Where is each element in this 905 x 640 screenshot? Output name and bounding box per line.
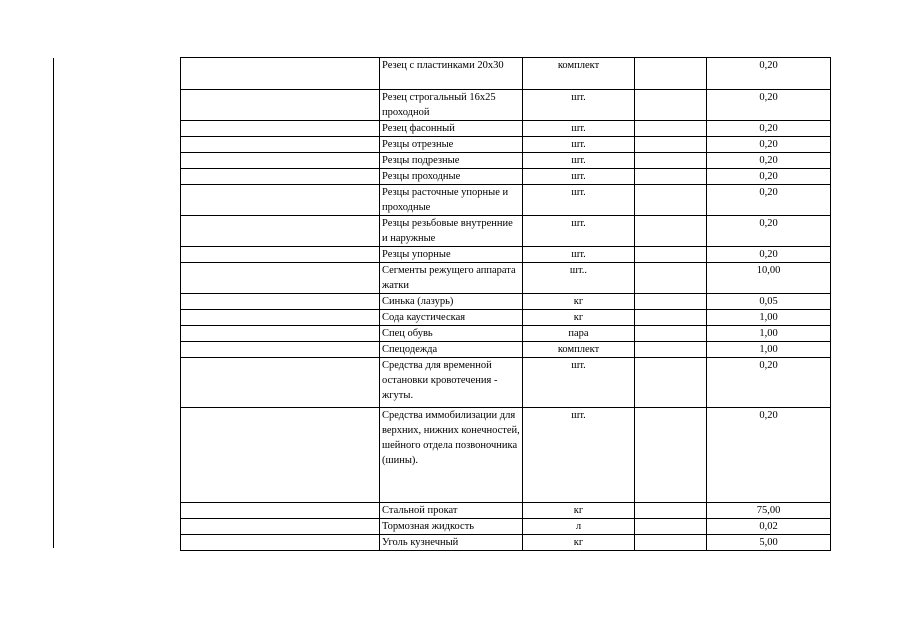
item-name-cell: Средства иммобилизации для верхних, нижних конечностей, шейного отдела позвоночника (шины). [380,408,523,503]
quantity-cell: 0,20 [707,153,831,169]
blank-cell [635,326,707,342]
quantity-cell: 0,02 [707,519,831,535]
blank-cell [635,247,707,263]
blank-cell [181,519,380,535]
table-row [181,185,831,216]
unit-cell: шт. [523,121,635,137]
item-name-cell: Спецодежда [380,342,523,358]
blank-cell [635,169,707,185]
table-row [181,247,831,263]
item-name-cell: Уголь кузнечный [380,535,523,551]
unit-cell: комплект [523,58,635,90]
unit-cell: кг [523,294,635,310]
blank-cell [635,153,707,169]
unit-cell: шт. [523,216,635,247]
quantity-cell: 0,20 [707,137,831,153]
blank-cell [181,185,380,216]
quantity-cell: 5,00 [707,535,831,551]
item-name-cell: Резцы расточные упорные и проходные [380,185,523,216]
table-row [181,58,831,90]
quantity-cell: 10,00 [707,263,831,294]
item-name-cell: Резцы подрезные [380,153,523,169]
unit-cell: шт. [523,153,635,169]
blank-cell [635,342,707,358]
unit-cell: кг [523,503,635,519]
table-row [181,216,831,247]
blank-cell [181,121,380,137]
blank-cell [635,535,707,551]
quantity-cell: 75,00 [707,503,831,519]
table-body [181,58,831,551]
quantity-cell: 0,20 [707,216,831,247]
unit-cell: шт. [523,137,635,153]
unit-cell: шт. [523,169,635,185]
table-row [181,121,831,137]
blank-cell [635,58,707,90]
quantity-cell: 0,20 [707,185,831,216]
unit-cell: шт. [523,90,635,121]
unit-cell: шт.. [523,263,635,294]
blank-cell [635,216,707,247]
blank-cell [181,408,380,503]
table-row [181,535,831,551]
item-name-cell: Стальной прокат [380,503,523,519]
item-name-cell: Резец фасонный [380,121,523,137]
item-name-cell: Резцы отрезные [380,137,523,153]
unit-cell: шт. [523,408,635,503]
item-name-cell: Сода каустическая [380,310,523,326]
unit-cell: кг [523,310,635,326]
unit-cell: л [523,519,635,535]
blank-cell [635,263,707,294]
item-name-cell: Резец с пластинками 20х30 [380,58,523,90]
blank-cell [181,216,380,247]
blank-cell [181,535,380,551]
blank-cell [635,310,707,326]
blank-cell [635,90,707,121]
table-row [181,310,831,326]
table-row [181,358,831,408]
quantity-cell: 0,05 [707,294,831,310]
table-row [181,263,831,294]
blank-cell [181,503,380,519]
table-row [181,169,831,185]
blank-cell [635,408,707,503]
unit-cell: кг [523,535,635,551]
item-name-cell: Резцы резьбовые внутренние и наружные [380,216,523,247]
blank-cell [635,294,707,310]
unit-cell: пара [523,326,635,342]
blank-cell [635,503,707,519]
blank-cell [635,519,707,535]
item-name-cell: Спец обувь [380,326,523,342]
item-name-cell: Резцы проходные [380,169,523,185]
blank-cell [181,169,380,185]
quantity-cell: 1,00 [707,342,831,358]
table-row [181,519,831,535]
table-row [181,137,831,153]
table-row [181,503,831,519]
supplies-table [180,57,831,551]
quantity-cell: 0,20 [707,58,831,90]
page-margin-line [53,58,54,548]
quantity-cell: 0,20 [707,247,831,263]
blank-cell [181,310,380,326]
item-name-cell: Синька (лазурь) [380,294,523,310]
blank-cell [181,58,380,90]
blank-cell [181,326,380,342]
quantity-cell: 0,20 [707,408,831,503]
table-row [181,408,831,503]
blank-cell [181,247,380,263]
item-name-cell: Средства для временной остановки кровотечения - жгуты. [380,358,523,408]
blank-cell [635,358,707,408]
unit-cell: комплект [523,342,635,358]
table-row [181,326,831,342]
item-name-cell: Резец строгальный 16х25 проходной [380,90,523,121]
item-name-cell: Сегменты режущего аппарата жатки [380,263,523,294]
item-name-cell: Резцы упорные [380,247,523,263]
blank-cell [181,153,380,169]
blank-cell [181,358,380,408]
table-row [181,294,831,310]
quantity-cell: 0,20 [707,90,831,121]
table-row [181,342,831,358]
quantity-cell: 1,00 [707,310,831,326]
quantity-cell: 0,20 [707,121,831,137]
blank-cell [181,90,380,121]
blank-cell [181,294,380,310]
unit-cell: шт. [523,358,635,408]
unit-cell: шт. [523,247,635,263]
unit-cell: шт. [523,185,635,216]
table-row [181,90,831,121]
quantity-cell: 0,20 [707,169,831,185]
table-row [181,153,831,169]
quantity-cell: 0,20 [707,358,831,408]
quantity-cell: 1,00 [707,326,831,342]
blank-cell [635,185,707,216]
blank-cell [635,121,707,137]
blank-cell [181,137,380,153]
blank-cell [181,342,380,358]
item-name-cell: Тормозная жидкость [380,519,523,535]
blank-cell [635,137,707,153]
blank-cell [181,263,380,294]
